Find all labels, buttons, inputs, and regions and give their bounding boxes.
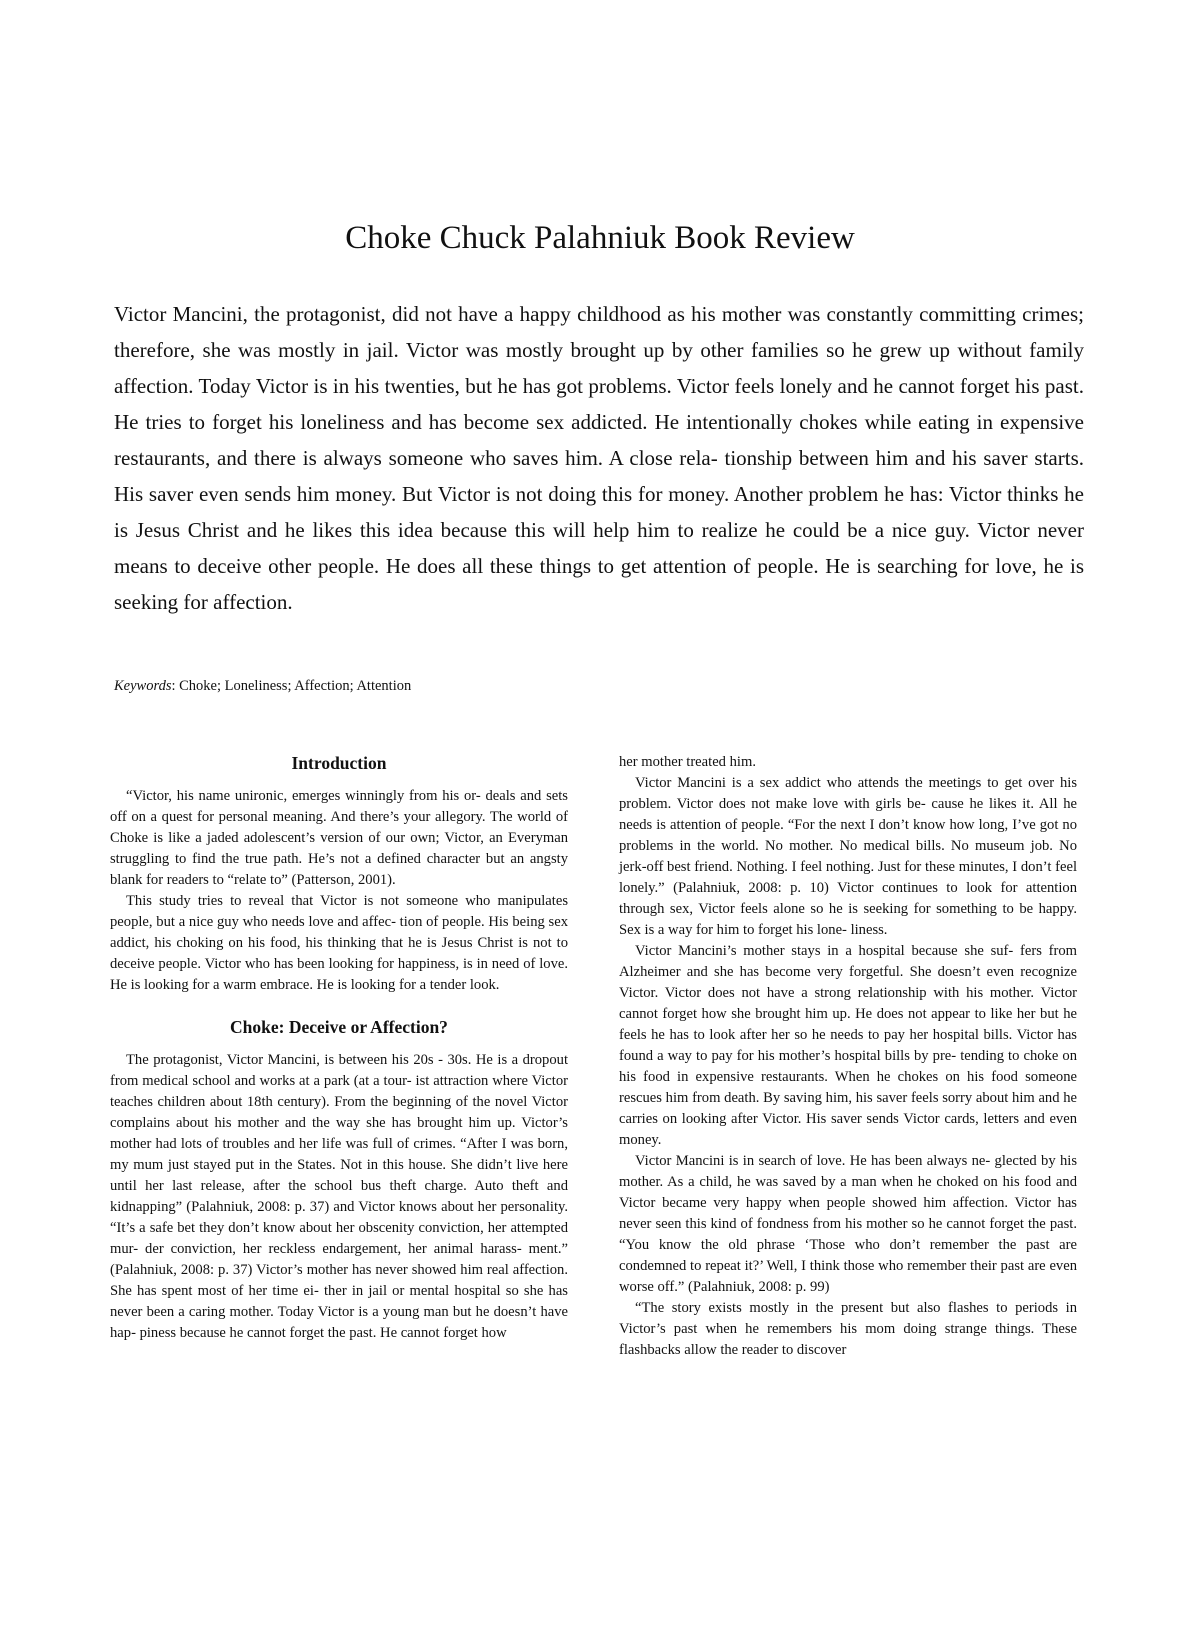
keywords-text: : Choke; Loneliness; Affection; Attention bbox=[171, 678, 412, 694]
keywords-label: Keywords bbox=[114, 678, 172, 694]
right-paragraph-2: Victor Mancini’s mother stays in a hospital because she suf- fers from Alzheimer and she has become very forgetful. She doesn’t even recognize Victor. Victor does not have a strong relationship with his mother. Victor cannot forget how she brought him up. He does not appear to like her but he feels he has to look after her so he needs to pay her hospital bills. Victor has found a way to pay for his mother’s hospital bills by pre- tending to choke on his food in expensive restaurants. When he chokes on his food someone rescues him from death. By saving him, his saver feels sorry about him and he carries on looking after Victor. His saver sends Victor cards, letters and even money. bbox=[619, 943, 1077, 1148]
right-paragraph-3: Victor Mancini is in search of love. He has been always ne- glected by his mother. As a child, he was saved by a man when he choked on his food and Victor became very happy when people showed him affection. Victor has never seen this kind of fondness from his mother so he cannot forget the past. “You know the old phrase ‘Those who don’t remember the past are condemned to repeat it?’ Well, I think those who remember their past are even worse off.” (Palahniuk, 2008: p. 99) bbox=[619, 1153, 1077, 1295]
right-paragraph-1: Victor Mancini is a sex addict who attends the meetings to get over his problem. Victor does not make love with girls be- cause he likes it. All he needs is attention of people. “For the next I don’t know how long, I’ve got no problems in the world. No mother. No medical bills. No museum job. No jerk-off best friend. Nothing. I feel nothing. Just for these minutes, I don’t feel lonely.” (Palahniuk, 2008: p. 10) Victor continues to look for attention through sex, Victor feels alone so he is seeking for something to be happy. Sex is a way for him to forget his lone- liness. bbox=[619, 775, 1077, 938]
left-column bbox=[110, 752, 568, 1344]
intro-paragraph-1: “Victor, his name unironic, emerges winningly from his or- deals and sets off on a quest for personal meaning. And there’s your allegory. The world of Choke is like a jaded adolescent’s version of our own; Victor, an Everyman struggling to find the true path. He’s not a defined character but an angsty blank for readers to “relate to” (Patterson, 2001). bbox=[110, 788, 568, 888]
page-title: Choke Chuck Palahniuk Book Review bbox=[345, 220, 855, 256]
right-paragraph-4: “The story exists mostly in the present but also flashes to periods in Victor’s past when he remembers his mom doing strange things. These flashbacks allow the reader to discover bbox=[619, 1300, 1077, 1358]
right-paragraph-0: her mother treated him. bbox=[619, 754, 756, 770]
section-heading: Choke: Deceive or Affection? bbox=[230, 1017, 448, 1037]
keywords bbox=[114, 676, 1084, 696]
abstract: Victor Mancini, the protagonist, did not have a happy childhood as his mother was constantly committing crimes; therefore, she was mostly in jail. Victor was mostly brought up by other families so he grew up without family affection. Today Victor is in his twenties, but he has got problems. Victor feels lonely and he cannot forget his past. He tries to forget his loneliness and has become sex addicted. He intentionally chokes while eating in expensive restaurants, and there is always someone who saves him. A close rela- tionship between him and his saver starts. His saver even sends him money. But Victor is not doing this for money. Another problem he has: Victor thinks he is Jesus Christ and he likes this idea because this will help him to realize he could be a nice guy. Victor never means to deceive other people. He does all these things to get attention of people. He is searching for love, he is seeking for affection. bbox=[114, 302, 1084, 614]
section-paragraph-1: The protagonist, Victor Mancini, is between his 20s - 30s. He is a dropout from medical school and works at a park (at a tour- ist attraction where Victor teaches children about 18th century). From the beginning of the novel Victor complains about his mother and the way she has brought him up. Victor’s mother had lots of troubles and her life was full of crimes. “After I was born, my mum just stayed put in the States. Not in this house. She didn’t live here until her last release, after the school bus theft charge. Auto theft and kidnapping” (Palahniuk, 2008: p. 37) and Victor knows about her personality. “It’s a safe bet they don’t know about her obscenity conviction, her attempted mur- der conviction, her reckless endargement, her animal harass- ment.” (Palahniuk, 2008: p. 37) Victor’s mother has never showed him real affection. She has spent most of her time ei- ther in jail or mental hospital so she has never been a caring mother. Today Victor is a young man but he doesn’t have hap- piness because he cannot forget the past. He cannot forget how bbox=[110, 1052, 568, 1341]
introduction-heading: Introduction bbox=[291, 753, 387, 773]
intro-paragraph-2: This study tries to reveal that Victor is not someone who manipulates people, but a nice guy who needs love and affec- tion of people. His being sex addict, his choking on his food, his thinking that he is Jesus Christ is not to deceive people. Victor who has been looking for happiness, is in need of love. He is looking for a warm embrace. He is looking for a tender look. bbox=[110, 893, 568, 993]
right-column bbox=[619, 752, 1077, 1361]
